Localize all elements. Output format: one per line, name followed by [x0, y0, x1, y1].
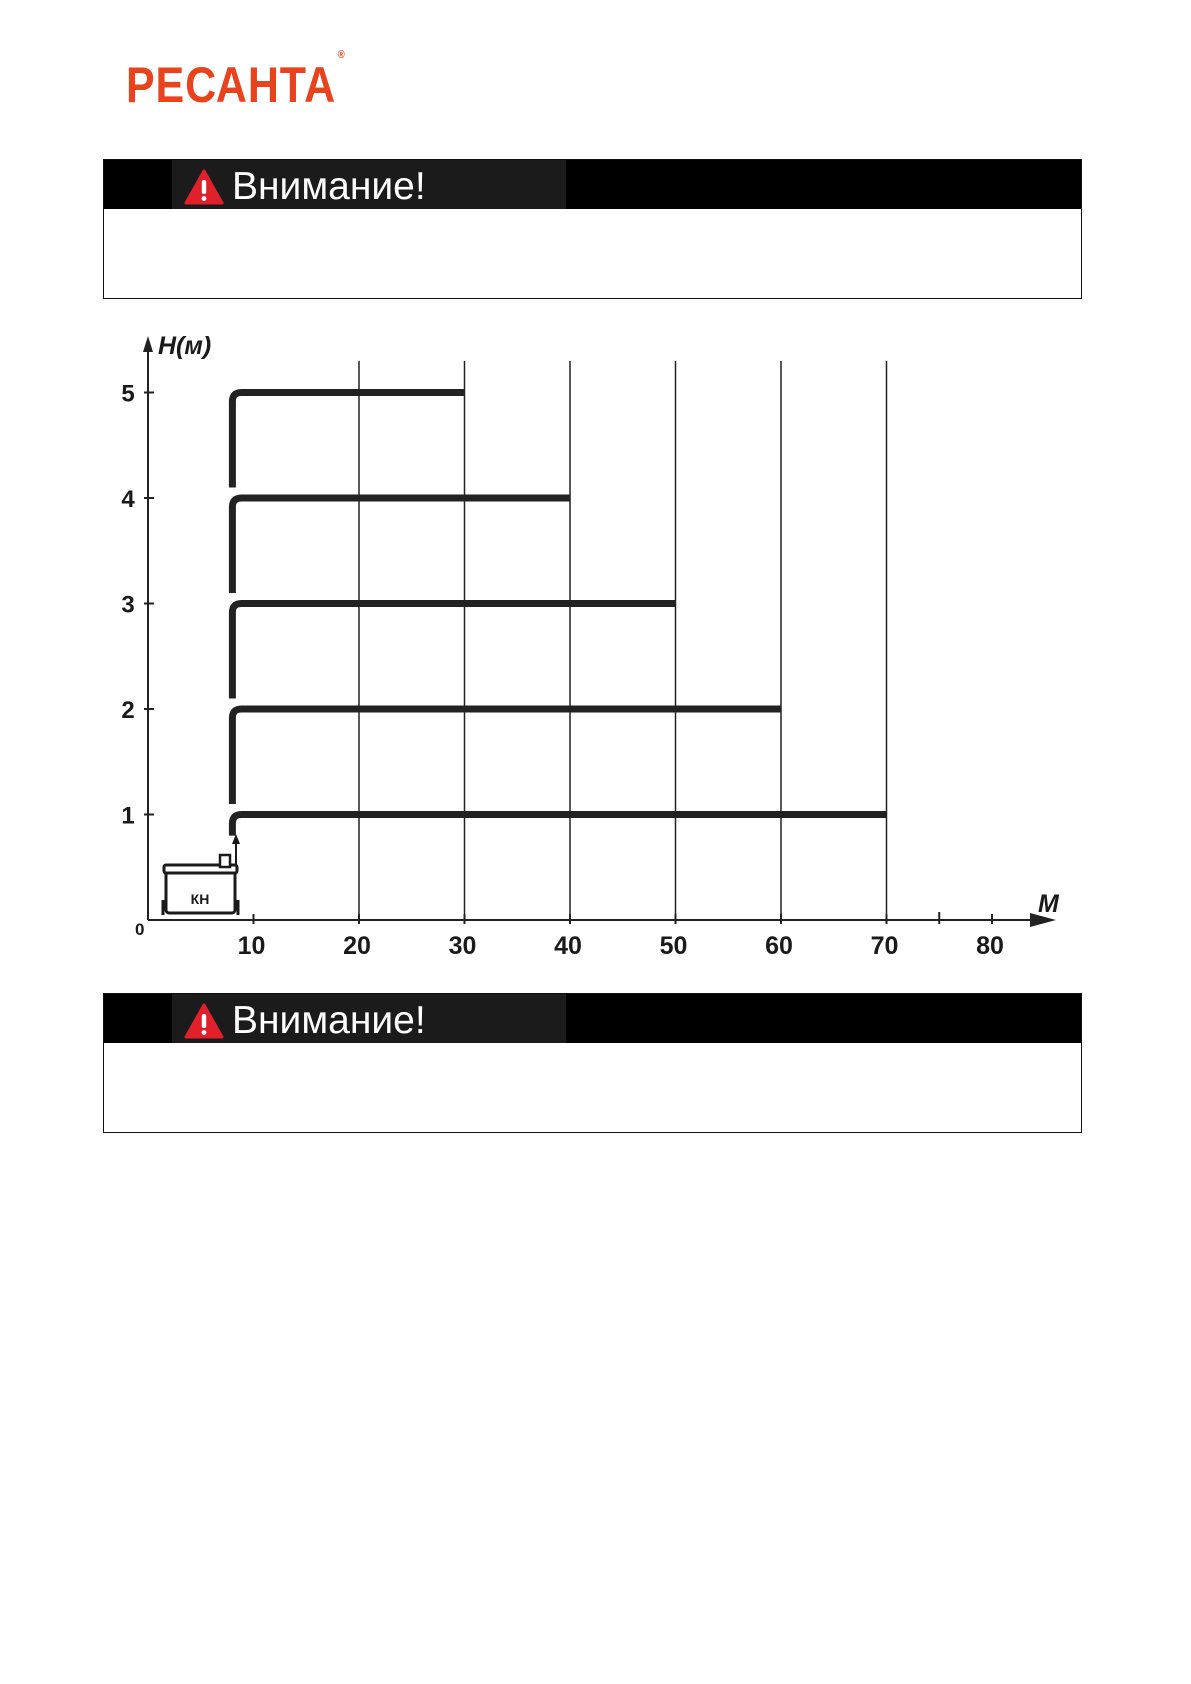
y-axis-label: H(м): [158, 332, 212, 360]
y-tick-label-1: 1: [121, 802, 135, 830]
pump-outlet: [220, 855, 230, 867]
pump-head-chart: [0, 320, 1191, 980]
x-tick-label-80: 80: [976, 932, 1004, 960]
series-line-4: [232, 498, 570, 593]
series-line-1: [232, 815, 886, 836]
axes: [143, 336, 1056, 927]
x-tick-label-20: 20: [343, 932, 371, 960]
warning-triangle-icon: [184, 169, 224, 205]
x-tick-label-30: 30: [448, 932, 477, 960]
y-tick-label-5: 5: [121, 380, 135, 408]
brand-logo: [126, 49, 346, 113]
grid-lines: [359, 361, 887, 920]
y-tick-label-3: 3: [121, 591, 135, 619]
tick-labels: [121, 381, 1004, 961]
warning-title: Внимание!: [232, 999, 426, 1042]
series-line-5: [232, 393, 464, 488]
registered-mark: ®: [337, 49, 346, 62]
series-line-2: [232, 709, 781, 804]
x-tick-label-40: 40: [554, 932, 582, 960]
y-axis-arrow: [143, 336, 153, 352]
warning-box-top: [103, 159, 1082, 299]
x-tick-label-70: 70: [870, 932, 899, 960]
pump-label: КН: [190, 891, 210, 907]
x-tick-label-50: 50: [659, 932, 688, 960]
x-tick-label-10: 10: [237, 932, 266, 960]
y-tick-label-2: 2: [121, 697, 135, 724]
x-axis-label: М: [1038, 890, 1059, 918]
warning-title: Внимание!: [232, 165, 426, 208]
series-lines: [232, 393, 886, 836]
series-line-3: [232, 604, 675, 699]
origin-label: 0: [135, 920, 145, 939]
x-tick-label-60: 60: [765, 932, 793, 960]
pump-illustration: [163, 834, 240, 915]
warning-box-bottom: [103, 993, 1082, 1133]
warning-triangle-icon: [184, 1003, 224, 1039]
brand-name: РЕСАНТА: [126, 57, 337, 113]
y-tick-label-4: 4: [121, 486, 135, 513]
